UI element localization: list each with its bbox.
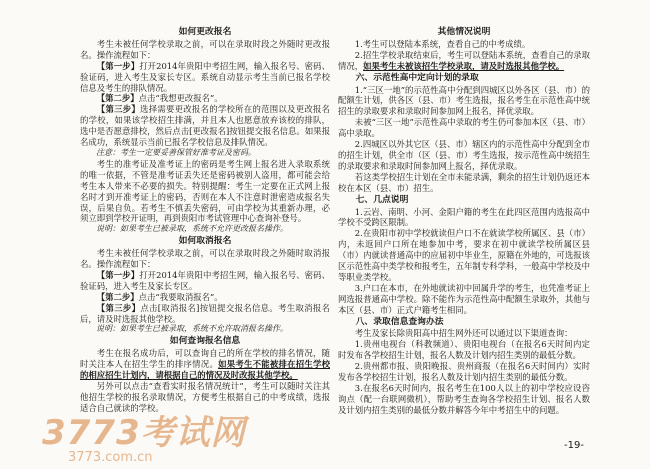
section-title-other: 其他情况说明 xyxy=(437,27,491,37)
paragraph: 3.户口在本市，在外地就读初中回属升学的考生，也凭准考证上网选报普通高中学校。除不能作为示范性高中配额生录取外，其他与本区（县、市）正式户籍考生相同。 xyxy=(338,282,590,315)
step-paragraph xyxy=(80,61,330,94)
step-label: 【第三步】 xyxy=(96,104,141,115)
watermark-logo xyxy=(42,405,246,465)
step-label: 【第二步】 xyxy=(96,291,139,302)
paragraph xyxy=(338,50,590,72)
step-label: 【第二步】 xyxy=(96,93,139,104)
text: 2.招生学校录取结束后，考生可以登陆本系统，查看自己的录取情况， xyxy=(338,49,590,71)
section-title-query: 如何查询报名信息 xyxy=(169,336,241,347)
section-title-change: 如何更改报名 xyxy=(178,27,232,37)
page-number: -19- xyxy=(564,440,584,451)
section-title-seven: 七、几点说明 xyxy=(355,194,409,205)
paragraph: 考生的准考证及准考证上的密码是考生网上报名进入录取系统的唯一依据，不管是准考证丢失还是密码被别人盗用，都可能会给考生本人带来不必要的损失。特别提醒：考生一定要在正式网上报名时才到开准考证上的密码，否则在本人不注意时泄密造成报名失误，后果自负。若考生不慎丢失密码，可由学校为其重新办理，必须立即到学校开证明，再到贵阳市考试管理中心查询补登号。 xyxy=(80,158,330,224)
section-title-cancel: 如何取消报名 xyxy=(178,236,232,247)
step-label: 【第一步】 xyxy=(96,60,140,71)
step-text: 打开2014年贵阳中考招生网，输入报名号、密码、验证码，进入考生及家长专区。系统自动显示考生当前已报名学校信息及考生的排队情况。 xyxy=(80,60,331,93)
step-text: 点击“我想更改报名”。 xyxy=(138,93,223,104)
watermark-url: 3773.com.cn xyxy=(68,450,153,465)
paragraph: 1.云岩、南明、小河、金阳户籍的考生在此四区范围内选报高中学校不受跨区限制。 xyxy=(338,206,590,228)
right-column xyxy=(338,26,590,416)
paragraph: 2.贵州都市报、贵阳晚报、贵州商报（在报名6天时间内）实时发布各学校招生计划，报名人数及计划内招生类别的最低分数。 xyxy=(338,361,590,383)
step-paragraph xyxy=(80,93,330,104)
underlined-text: 如果考生不能被排在招生学校的相应招生计划内，请根据自己的情况及时改报其他学校。 xyxy=(80,359,331,381)
step-text: 选择需要更改报名的学校所在的范围以及更改报名的学校，如果该学校招生排满，并且本人也愿意放弃该校的排队，选中是否愿意排校，然后点击[更改报名]按钮提交报名信息。如果报名成功，系统显示当前已报名学校信息及排队情况。 xyxy=(80,104,331,148)
paragraph: 考生及家长除贵阳高中招生网外还可以通过以下渠道查询： xyxy=(354,328,573,339)
paragraph: 2.在贵阳市初中学校就读但户口不在就读学校所属区、县（市）内，未返回户口所在地参加中考，要求在初中就读学校所属区县（市）内就读普通高中的应届初中毕业生，原籍在外地的，可选报该区示范性高中类学校和报考生，五年制专科学科，一般高中学校及中等职业类学校。 xyxy=(338,228,590,282)
section-title-six: 六、示范性高中定向计划的录取 xyxy=(355,72,479,83)
watermark-brand: 3773考试网 xyxy=(42,413,246,453)
section-title-eight: 八、录取信息查询办法 xyxy=(355,316,444,327)
paragraph: 3.在报名6天时间内，报名考生在100人以上的初中学校应设咨询点（配一台联网微机），帮助考生查询各学校招生计划、报名人数及计划内招生类别的最低分数并解答今年中考招生中的问题。 xyxy=(338,383,590,415)
left-column xyxy=(80,26,330,414)
step-paragraph xyxy=(80,303,330,325)
paragraph: 另外可以点击“查看实时报名情况统计”，考生可以随时关注其他招生学校的报名录取情况，方便考生根据自己的中考成绩，选报适合自己就读的学校。 xyxy=(80,381,330,413)
paragraph xyxy=(80,348,330,381)
step-text: 打开2014年贵阳中考招生网，输入报名号、密码、验证码，进入考生及家长专区。 xyxy=(80,269,331,291)
step-paragraph xyxy=(80,270,330,292)
paragraph: 考生未被任何学校录取之前，可以在录取时段之外随时取消报名。操作流程如下： xyxy=(80,248,330,270)
underlined-text: 如果考生未被该招生学校录取，请及时选报其他学校。 xyxy=(363,60,565,71)
text: 考生在报名成功后，可以查询自己的所在学校的排名情况，随时关注本人在招生学生的排序情况。 xyxy=(80,348,330,370)
step-paragraph xyxy=(80,104,330,148)
step-label: 【第一步】 xyxy=(96,269,140,280)
step-text: 点击“我要取消报名”。 xyxy=(138,291,223,302)
paragraph: 1.贵州电视台（科教频道）、贵阳电视台（在报名6天时间内定时发布各学校招生计划，报名人数及计划内招生类别的最低分数。 xyxy=(338,339,590,361)
step-label: 【第三步】 xyxy=(96,302,141,313)
paragraph: 1.考生可以登陆本系统，查看自己的中考成绩。 xyxy=(354,38,531,49)
paragraph: 未被“三区一地”示范性高中录取的考生仍可参加本区（县、市）高中录取。 xyxy=(338,117,590,139)
paragraph: 1.“三区一地”的示范性高中分配到四城区以外各区（县、市）的配额生计划，供各区（县、市）考生选报，报名考生在示范性高中统招生的录取要求和录取时间参加网上报名，择优录取。 xyxy=(338,84,590,117)
note: 注意：考生一定要妥善保管好准考证及密码。 xyxy=(96,147,256,157)
paragraph: 考生未被任何学校录取之前，可以在录取时段之外随时更改报名。操作流程如下： xyxy=(80,38,330,60)
step-text: 点击[取消报名]按钮提交报名信息。考生取消报名后，请及时选报其他学校。 xyxy=(80,302,330,324)
note: 说明：如果考生已被录取，系统不允许取消报名操作。 xyxy=(96,324,288,334)
note: 说明：如果考生已被录取，系统不允许更改报名操作。 xyxy=(96,224,288,234)
paragraph: 若这类学校招生计划在全市未能录满，剩余的招生计划仍返还本校在本区（县、市）招生。 xyxy=(338,171,590,193)
step-paragraph xyxy=(80,292,330,303)
paragraph: 2.四城区以外其它区（县、市）辖区内的示范性高中分配到全市的招生计划，供全市（区（县、市）考生选报，按示范性高中统招生的录取要求和录取时间参加网上报名，择优录取。 xyxy=(338,139,590,171)
